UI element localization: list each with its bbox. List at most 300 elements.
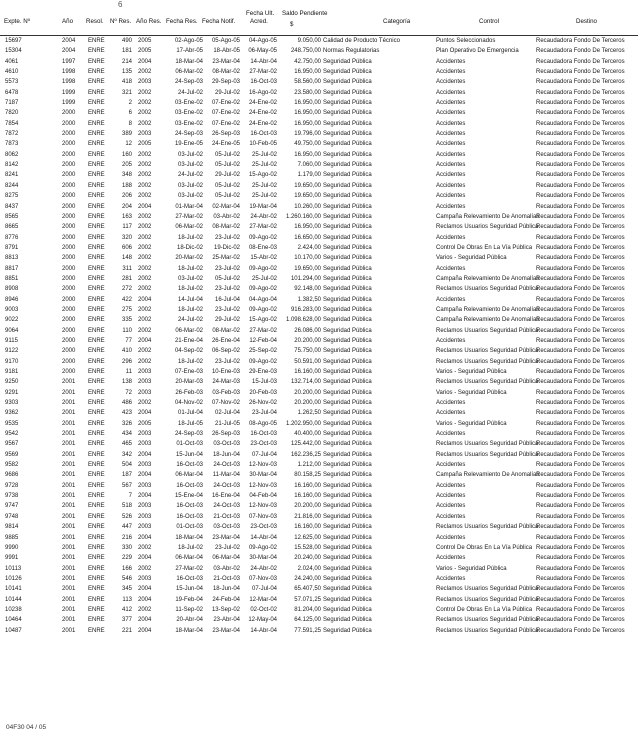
cell-expte: 10144 — [5, 596, 22, 603]
cell-anores: 2004 — [138, 58, 152, 65]
cell-expte: 8908 — [5, 286, 19, 293]
cell-anores: 2002 — [138, 110, 152, 117]
cell-expte: 15304 — [5, 48, 22, 55]
cell-control: Accidentes — [436, 337, 466, 344]
cell-destino: Recaudadora Fondo De Terceros — [536, 244, 625, 251]
cell-categoria: Seguridad Pública — [323, 203, 372, 210]
cell-categoria: Seguridad Pública — [323, 131, 372, 138]
table-row — [0, 429, 638, 439]
table-row — [0, 243, 638, 253]
cell-anores: 2004 — [138, 586, 152, 593]
cell-saldo: 16.650,00 — [294, 234, 321, 241]
cell-control: Control De Obras En La Vía Pública — [436, 244, 533, 251]
cell-resol: ENRE — [88, 606, 105, 613]
cell-fecha-res: 11-Sep-02 — [175, 606, 203, 613]
cell-control: Reclamos Usuarios Seguridad Pública — [436, 617, 539, 624]
cell-categoria: Seguridad Pública — [323, 358, 372, 365]
cell-fecha-notif: 29-Jul-02 — [214, 172, 240, 179]
cell-expte: 8437 — [5, 203, 19, 210]
cell-control: Varios - Seguridad Pública — [436, 255, 507, 262]
cell-nres: 490 — [121, 38, 132, 44]
cell-fecha-res: 18-Jul-02 — [177, 358, 203, 365]
cell-expte: 9728 — [5, 482, 19, 489]
cell-expte: 9362 — [5, 410, 19, 417]
cell-nres: 296 — [121, 358, 132, 365]
cell-saldo: 16.950,00 — [294, 69, 321, 76]
cell-anores: 2002 — [138, 606, 152, 613]
cell-fecha-res: 24-Jul-02 — [177, 89, 203, 96]
cell-anores: 2002 — [138, 69, 152, 76]
cell-fecha-res: 16-Oct-03 — [176, 482, 203, 489]
cell-resol: ENRE — [88, 337, 105, 344]
cell-saldo: 1.260.160,00 — [285, 213, 321, 220]
header-fres: Fecha Res. — [166, 18, 198, 25]
cell-anores: 2005 — [138, 38, 152, 44]
cell-categoria: Seguridad Pública — [323, 420, 372, 427]
cell-fecha-acred: 24-Ene-02 — [248, 100, 277, 107]
cell-destino: Recaudadora Fondo De Terceros — [536, 327, 625, 334]
header-saldo-line1: Saldo Pendiente — [282, 10, 328, 17]
cell-anores: 2002 — [138, 193, 152, 200]
cell-fecha-res: 20-Mar-02 — [175, 255, 203, 262]
cell-destino: Recaudadora Fondo De Terceros — [536, 348, 625, 355]
cell-fecha-res: 06-Mar-04 — [175, 555, 203, 562]
table-row — [0, 336, 638, 346]
cell-nres: 229 — [121, 555, 132, 562]
cell-anores: 2002 — [138, 317, 152, 324]
cell-destino: Recaudadora Fondo De Terceros — [536, 400, 625, 407]
cell-ano: 2004 — [62, 48, 76, 55]
cell-fecha-notif: 11-Mar-04 — [212, 472, 240, 479]
cell-expte: 7872 — [5, 131, 19, 138]
cell-fecha-acred: 16-Oct-03 — [250, 79, 277, 86]
cell-ano: 2001 — [62, 575, 76, 582]
cell-fecha-res: 19-Feb-04 — [175, 596, 203, 603]
cell-ano: 2000 — [62, 265, 76, 272]
cell-fecha-notif: 21-Oct-03 — [213, 575, 240, 582]
cell-nres: 335 — [121, 317, 132, 324]
table-row — [0, 119, 638, 129]
cell-fecha-res: 07-Ene-03 — [174, 369, 203, 375]
table-row — [0, 284, 638, 294]
cell-resol: ENRE — [88, 193, 105, 200]
table-row — [0, 222, 638, 232]
cell-expte: 9747 — [5, 503, 19, 510]
cell-control: Accidentes — [436, 462, 466, 469]
cell-nres: 486 — [121, 400, 132, 407]
cell-fecha-res: 06-Mar-04 — [175, 472, 203, 479]
cell-anores: 2002 — [138, 244, 152, 251]
cell-fecha-res: 01-Oct-03 — [176, 524, 203, 531]
header-facr-line1: Fecha Ult. — [246, 10, 275, 17]
cell-ano: 2000 — [62, 151, 76, 158]
cell-fecha-acred: 06-May-05 — [248, 48, 277, 55]
cell-fecha-notif: 06-Mar-04 — [212, 555, 240, 562]
cell-fecha-acred: 09-Ago-02 — [248, 286, 277, 293]
cell-resol: ENRE — [88, 513, 105, 520]
cell-expte: 8813 — [5, 255, 19, 262]
table-row — [0, 626, 638, 636]
table-row — [0, 439, 638, 449]
cell-categoria: Seguridad Pública — [323, 255, 372, 262]
cell-control: Reclamos Usuarios Seguridad Pública — [436, 524, 539, 531]
cell-categoria: Seguridad Pública — [323, 441, 372, 448]
cell-control: Plan Operativo De Emergencia — [436, 48, 519, 55]
cell-ano: 2000 — [62, 224, 76, 231]
cell-control: Reclamos Usuarios Seguridad Pública — [436, 358, 539, 365]
cell-categoria: Seguridad Pública — [323, 575, 372, 582]
cell-resol: ENRE — [88, 244, 105, 251]
cell-resol: ENRE — [88, 379, 105, 386]
header-saldo-line2: $ — [290, 21, 294, 28]
cell-control: Accidentes — [436, 58, 466, 65]
table-row — [0, 129, 638, 139]
cell-destino: Recaudadora Fondo De Terceros — [536, 203, 625, 210]
cell-destino: Recaudadora Fondo De Terceros — [536, 69, 625, 76]
cell-saldo: 75.750,00 — [294, 348, 321, 355]
cell-fecha-res: 03-Jul-02 — [177, 193, 203, 200]
cell-nres: 206 — [121, 193, 132, 200]
cell-destino: Recaudadora Fondo De Terceros — [536, 224, 625, 231]
cell-resol: ENRE — [88, 617, 105, 624]
cell-saldo: 16.950,00 — [294, 224, 321, 231]
cell-anores: 2003 — [138, 524, 152, 531]
cell-nres: 163 — [121, 213, 132, 220]
table-row — [0, 88, 638, 98]
header-anores: Año Res. — [136, 18, 162, 25]
cell-saldo: 16.950,00 — [294, 120, 321, 127]
cell-fecha-notif: 08-Mar-02 — [212, 327, 240, 334]
cell-destino: Recaudadora Fondo De Terceros — [536, 586, 625, 593]
cell-control: Accidentes — [436, 513, 466, 520]
cell-saldo: 26.086,00 — [294, 327, 321, 334]
cell-control: Reclamos Usuarios Seguridad Pública — [436, 348, 539, 355]
cell-nres: 348 — [121, 172, 132, 179]
cell-resol: ENRE — [88, 38, 105, 44]
cell-control: Accidentes — [436, 141, 466, 148]
cell-saldo: 15.528,00 — [294, 544, 321, 551]
cell-fecha-acred: 12-Nov-03 — [248, 462, 277, 469]
cell-categoria: Seguridad Pública — [323, 410, 372, 417]
cell-nres: 7 — [128, 493, 132, 500]
cell-saldo: 40.400,00 — [294, 431, 321, 438]
cell-fecha-res: 21-Ene-04 — [174, 337, 203, 344]
cell-destino: Recaudadora Fondo De Terceros — [536, 606, 625, 613]
cell-destino: Recaudadora Fondo De Terceros — [536, 265, 625, 272]
cell-control: Accidentes — [436, 410, 466, 417]
cell-anores: 2003 — [138, 379, 152, 386]
cell-saldo: 16.950,00 — [294, 100, 321, 107]
cell-resol: ENRE — [88, 410, 105, 417]
cell-expte: 8817 — [5, 265, 19, 272]
cell-anores: 2002 — [138, 224, 152, 231]
cell-fecha-acred: 12-Nov-03 — [248, 482, 277, 489]
cell-destino: Recaudadora Fondo De Terceros — [536, 182, 625, 189]
cell-control: Accidentes — [436, 131, 466, 138]
cell-fecha-res: 03-Jul-02 — [177, 182, 203, 189]
cell-destino: Recaudadora Fondo De Terceros — [536, 162, 625, 169]
cell-control: Accidentes — [436, 182, 466, 189]
cell-expte: 9170 — [5, 358, 19, 365]
cell-nres: 345 — [121, 586, 132, 593]
cell-control: Accidentes — [436, 534, 466, 541]
cell-saldo: 49.750,00 — [294, 141, 321, 148]
cell-expte: 10464 — [5, 617, 22, 624]
cell-destino: Recaudadora Fondo De Terceros — [536, 286, 625, 293]
cell-expte: 8062 — [5, 151, 19, 158]
cell-fecha-acred: 04-Ago-05 — [248, 38, 277, 44]
cell-fecha-res: 03-Ene-02 — [174, 120, 203, 127]
cell-anores: 2003 — [138, 513, 152, 520]
cell-anores: 2003 — [138, 503, 152, 510]
cell-fecha-acred: 19-Mar-04 — [249, 203, 277, 210]
cell-destino: Recaudadora Fondo De Terceros — [536, 596, 625, 603]
cell-nres: 204 — [121, 203, 132, 210]
cell-destino: Recaudadora Fondo De Terceros — [536, 110, 625, 117]
cell-categoria: Seguridad Pública — [323, 400, 372, 407]
cell-fecha-res: 19-Ene-05 — [174, 141, 203, 148]
cell-fecha-notif: 23-Jul-02 — [214, 234, 240, 241]
cell-fecha-res: 01-Jul-04 — [177, 410, 203, 417]
cell-categoria: Seguridad Pública — [323, 69, 372, 76]
cell-fecha-notif: 23-Mar-04 — [212, 534, 240, 541]
cell-ano: 2000 — [62, 327, 76, 334]
cell-fecha-notif: 07-Ene-02 — [211, 100, 240, 107]
cell-fecha-acred: 07-Nov-03 — [248, 513, 277, 520]
cell-ano: 2001 — [62, 524, 76, 531]
cell-saldo: 77.591,25 — [294, 627, 321, 634]
cell-nres: 72 — [125, 389, 132, 396]
cell-control: Accidentes — [436, 234, 466, 241]
cell-nres: 135 — [121, 69, 132, 76]
cell-expte: 4610 — [5, 69, 19, 76]
cell-nres: 389 — [121, 131, 132, 138]
cell-saldo: 23.580,00 — [294, 89, 321, 96]
header-nres: Nº Res. — [110, 18, 132, 25]
cell-expte: 7820 — [5, 110, 19, 117]
table-row — [0, 326, 638, 336]
cell-fecha-notif: 23-Mar-04 — [212, 58, 240, 65]
cell-ano: 2001 — [62, 379, 76, 386]
cell-saldo: 16.160,00 — [294, 369, 321, 375]
cell-fecha-acred: 26-Nov-02 — [248, 400, 277, 407]
cell-destino: Recaudadora Fondo De Terceros — [536, 431, 625, 438]
cell-saldo: 20.200,00 — [294, 503, 321, 510]
cell-fecha-res: 17-Abr-05 — [176, 48, 203, 55]
cell-nres: 412 — [121, 606, 132, 613]
cell-fecha-res: 27-Mar-02 — [175, 213, 203, 220]
cell-saldo: 20.200,00 — [294, 400, 321, 407]
cell-destino: Recaudadora Fondo De Terceros — [536, 441, 625, 448]
cell-expte: 9686 — [5, 472, 19, 479]
cell-anores: 2004 — [138, 627, 152, 634]
table-row — [0, 305, 638, 315]
cell-nres: 546 — [121, 575, 132, 582]
cell-saldo: 92.148,00 — [294, 286, 321, 293]
cell-resol: ENRE — [88, 482, 105, 489]
cell-fecha-res: 03-Ene-02 — [174, 110, 203, 117]
cell-nres: 272 — [121, 286, 132, 293]
cell-fecha-acred: 15-Ago-02 — [248, 172, 277, 179]
cell-resol: ENRE — [88, 110, 105, 117]
cell-control: Accidentes — [436, 162, 466, 169]
cell-fecha-res: 16-Oct-03 — [176, 513, 203, 520]
cell-fecha-res: 24-Sep-03 — [174, 79, 203, 86]
cell-resol: ENRE — [88, 89, 105, 96]
cell-control: Control De Obras En La Vía Pública — [436, 606, 533, 613]
cell-anores: 2002 — [138, 400, 152, 407]
cell-categoria: Seguridad Pública — [323, 213, 372, 220]
cell-resol: ENRE — [88, 493, 105, 500]
cell-saldo: 20.200,00 — [294, 337, 321, 344]
cell-nres: 434 — [121, 431, 132, 438]
cell-resol: ENRE — [88, 627, 105, 634]
cell-anores: 2002 — [138, 358, 152, 365]
cell-anores: 2002 — [138, 544, 152, 551]
table-row — [0, 346, 638, 356]
cell-nres: 2 — [128, 100, 132, 107]
cell-fecha-res: 24-Sep-03 — [174, 131, 203, 138]
cell-fecha-acred: 25-Jul-02 — [251, 275, 277, 282]
cell-control: Accidentes — [436, 79, 466, 86]
cell-fecha-notif: 13-Sep-02 — [211, 606, 240, 613]
cell-fecha-acred: 24-Ene-02 — [248, 120, 277, 127]
cell-ano: 2001 — [62, 544, 76, 551]
cell-anores: 2002 — [138, 265, 152, 272]
cell-resol: ENRE — [88, 203, 105, 210]
cell-categoria: Seguridad Pública — [323, 244, 372, 251]
cell-fecha-notif: 16-Ene-04 — [211, 493, 240, 500]
cell-fecha-notif: 07-Ene-02 — [211, 110, 240, 117]
cell-ano: 2001 — [62, 441, 76, 448]
cell-fecha-acred: 04-Feb-04 — [249, 493, 277, 500]
cell-ano: 2000 — [62, 369, 76, 375]
cell-fecha-res: 15-Jun-04 — [175, 586, 203, 593]
cell-resol: ENRE — [88, 131, 105, 138]
cell-expte: 8776 — [5, 234, 19, 241]
cell-destino: Recaudadora Fondo De Terceros — [536, 379, 625, 386]
cell-fecha-notif: 03-Oct-03 — [213, 524, 240, 531]
cell-expte: 9003 — [5, 306, 19, 313]
cell-ano: 2001 — [62, 534, 76, 541]
cell-fecha-res: 18-Jul-02 — [177, 544, 203, 551]
cell-control: Accidentes — [436, 193, 466, 200]
table-row — [0, 388, 638, 398]
cell-fecha-acred: 15-Abr-02 — [250, 255, 277, 262]
cell-fecha-res: 18-Mar-04 — [175, 627, 203, 634]
cell-ano: 2001 — [62, 606, 76, 613]
cell-fecha-notif: 21-Jul-05 — [214, 420, 240, 427]
cell-fecha-res: 26-Feb-03 — [175, 389, 203, 396]
cell-categoria: Seguridad Pública — [323, 544, 372, 551]
cell-saldo: 19.650,00 — [294, 193, 321, 200]
cell-destino: Recaudadora Fondo De Terceros — [536, 555, 625, 562]
cell-saldo: 21.816,00 — [294, 513, 321, 520]
table-body — [0, 36, 638, 636]
cell-ano: 2004 — [62, 38, 76, 44]
cell-expte: 9990 — [5, 544, 19, 551]
cell-anores: 2002 — [138, 275, 152, 282]
table-row — [0, 36, 638, 46]
cell-categoria: Seguridad Pública — [323, 296, 372, 303]
cell-fecha-res: 03-Jul-02 — [177, 151, 203, 158]
table-row — [0, 553, 638, 563]
cell-fecha-acred: 12-Mar-04 — [249, 596, 277, 603]
cell-categoria: Seguridad Pública — [323, 534, 372, 541]
cell-anores: 2004 — [138, 410, 152, 417]
cell-categoria: Seguridad Pública — [323, 369, 372, 375]
cell-nres: 377 — [121, 617, 132, 624]
cell-resol: ENRE — [88, 348, 105, 355]
cell-categoria: Seguridad Pública — [323, 89, 372, 96]
cell-destino: Recaudadora Fondo De Terceros — [536, 296, 625, 303]
cell-control: Accidentes — [436, 203, 466, 210]
cell-saldo: 50.591,00 — [294, 358, 321, 365]
cell-destino: Recaudadora Fondo De Terceros — [536, 472, 625, 479]
cell-expte: 7854 — [5, 120, 19, 127]
cell-expte: 8791 — [5, 244, 19, 251]
cell-fecha-res: 27-Mar-02 — [175, 565, 203, 572]
cell-nres: 113 — [122, 596, 132, 603]
cell-control: Reclamos Usuarios Seguridad Pública — [436, 441, 539, 448]
cell-fecha-acred: 09-Ago-02 — [248, 265, 277, 272]
cell-resol: ENRE — [88, 565, 105, 572]
cell-categoria: Seguridad Pública — [323, 524, 372, 531]
table-row — [0, 357, 638, 367]
cell-fecha-res: 16-Oct-03 — [176, 503, 203, 510]
cell-fecha-res: 18-Jul-05 — [177, 420, 203, 427]
cell-destino: Recaudadora Fondo De Terceros — [536, 462, 625, 469]
table-row — [0, 191, 638, 201]
cell-resol: ENRE — [88, 389, 105, 396]
cell-resol: ENRE — [88, 441, 105, 448]
cell-anores: 2005 — [138, 141, 152, 148]
cell-fecha-res: 06-Mar-02 — [175, 69, 203, 76]
cell-categoria: Seguridad Pública — [323, 234, 372, 241]
header-fnotif: Fecha Notif. — [202, 18, 236, 25]
cell-ano: 2000 — [62, 182, 76, 189]
cell-expte: 9022 — [5, 317, 19, 324]
table-row — [0, 150, 638, 160]
cell-fecha-acred: 25-Jul-02 — [251, 151, 277, 158]
cell-anores: 2003 — [138, 79, 152, 86]
cell-ano: 2001 — [62, 420, 76, 427]
cell-saldo: 7.060,00 — [297, 162, 321, 169]
cell-resol: ENRE — [88, 596, 105, 603]
cell-fecha-res: 04-Nov-02 — [174, 400, 203, 407]
cell-ano: 2001 — [62, 462, 76, 469]
table-row — [0, 481, 638, 491]
cell-fecha-acred: 20-Feb-03 — [249, 389, 277, 396]
cell-fecha-acred: 25-Jul-02 — [251, 162, 277, 169]
cell-categoria: Seguridad Pública — [323, 317, 372, 324]
cell-resol: ENRE — [88, 586, 105, 593]
cell-fecha-res: 18-Dic-02 — [176, 244, 203, 251]
cell-fecha-notif: 16-Jul-04 — [214, 296, 240, 303]
cell-ano: 2000 — [62, 234, 76, 241]
cell-fecha-notif: 08-Mar-02 — [212, 224, 240, 231]
cell-destino: Recaudadora Fondo De Terceros — [536, 172, 625, 179]
cell-ano: 2000 — [62, 348, 76, 355]
cell-fecha-notif: 24-Oct-03 — [213, 503, 240, 510]
cell-expte: 8665 — [5, 224, 19, 231]
cell-fecha-notif: 07-Ene-02 — [211, 120, 240, 127]
cell-fecha-acred: 09-Ago-02 — [248, 358, 277, 365]
cell-fecha-notif: 29-Jul-02 — [214, 89, 240, 96]
cell-categoria: Seguridad Pública — [323, 110, 372, 117]
cell-categoria: Normas Regulatorias — [323, 48, 380, 55]
table-row — [0, 170, 638, 180]
